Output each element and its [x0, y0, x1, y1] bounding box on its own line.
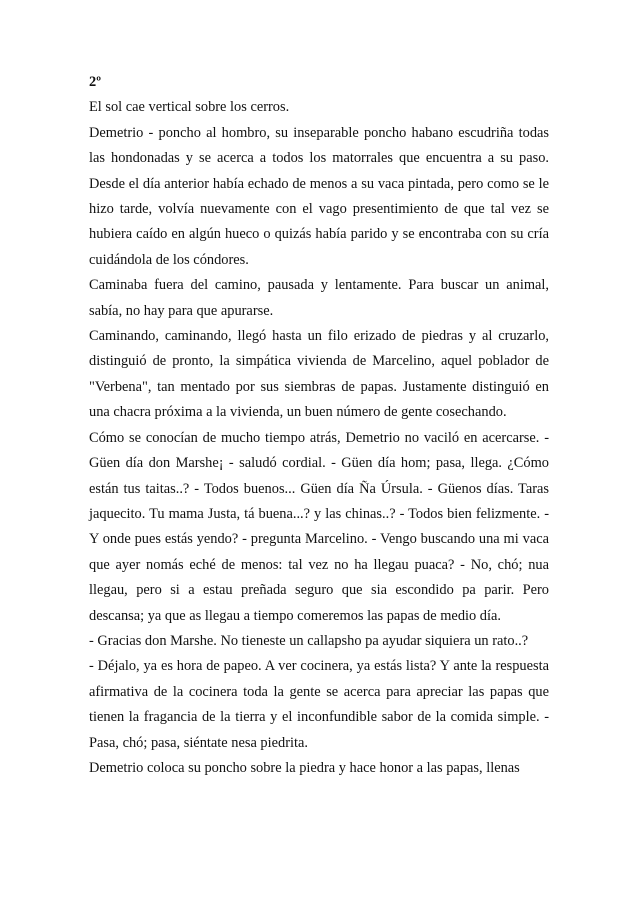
paragraph-6: - Gracias don Marshe. No tieneste un callapsho pa ayudar siquiera un rato..?: [89, 632, 529, 649]
section-heading: 2º: [89, 74, 101, 90]
paragraph-4: Caminando, caminando, llegó hasta un filo erizado de piedras y al cruzarlo, distinguió de pronto, la simpática vivienda de Marcelino, aquel poblador de "Verbena", tan mentado por sus siembras de papas. Justamente distinguió en una chacra próxima a la vivienda, un buen número de gente cosechando.: [89, 328, 549, 421]
paragraph-3: Caminaba fuera del camino, pausada y lentamente. Para buscar un animal, sabía, no hay para que apurarse.: [89, 277, 549, 319]
paragraph-2: Demetrio - poncho al hombro, su inseparable poncho habano escudriña todas las hondonadas y se acerca a todos los matorrales que encuentra a su paso. Desde el día anterior había echado de menos a su vaca pintada, pero como se le hizo tarde, volvía nuevamente con el vago presentimiento de que tal vez se hubiera caído en algún hueco o quizás había parido y se encontraba con su cría cuidándola de los cóndores.: [89, 124, 549, 268]
paragraph-5: Cómo se conocían de mucho tiempo atrás, Demetrio no vaciló en acercarse. - Güen día don Marshe¡ - saludó cordial. - Güen día hom; pasa, llega. ¿Cómo están tus taitas..? - Todos buenos... Güen día Ña Úrsula. - Güenos días. Taras jaquecito. Tu mama Justa, tá buena...? y las chinas..? - Todos bien felizmente. - Y onde pues estás yendo? - pregunta Marcelino. - Vengo buscando una mi vaca que ayer nomás eché de menos: tal vez no ha llegau puaca? - No, chó; nua llegau, pero si a estau preñada seguro que sia escondido pa parir. Pero descansa; ya que as llegau a tiempo comeremos las papas de medio día.: [89, 429, 549, 624]
paragraph-8: Demetrio coloca su poncho sobre la piedra y hace honor a las papas, llenas: [89, 759, 520, 776]
document-page: [89, 70, 549, 781]
paragraph-7: - Déjalo, ya es hora de papeo. A ver cocinera, ya estás lista? Y ante la respuesta afirmativa de la cocinera toda la gente se acerca para apreciar las papas que tienen la fragancia de la tierra y el inconfundible sabor de la comida simple. - Pasa, chó; pasa, siéntate nesa piedrita.: [89, 658, 549, 751]
paragraph-1: El sol cae vertical sobre los cerros.: [89, 99, 290, 116]
